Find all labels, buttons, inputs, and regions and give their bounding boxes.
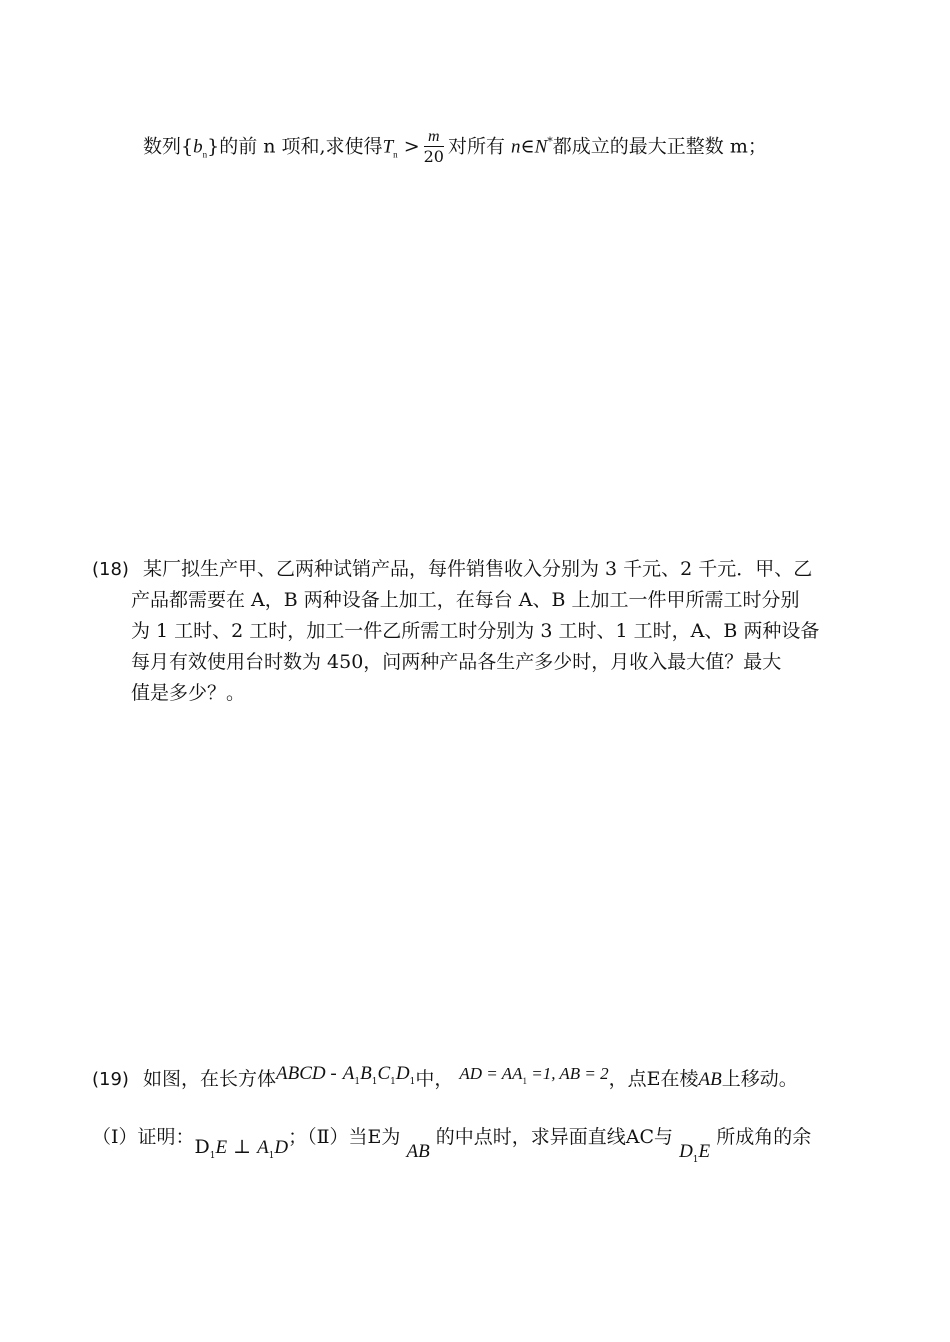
p19-text-h: 所成角的余 xyxy=(716,1126,812,1148)
problem-19-line-2 xyxy=(92,1122,812,1165)
solid-abcd: ABCD - xyxy=(276,1063,337,1084)
segment-d1e xyxy=(679,1140,711,1165)
p18-line3: 为 1 工时、2 工时，加工一件乙所需工时分别为 3 工时、1 工时，A、B 两种设备 xyxy=(131,620,820,642)
a1d-letter-a: A xyxy=(257,1137,269,1158)
problem-18-number: (18) xyxy=(92,559,129,580)
d1e-perp-a1d xyxy=(194,1136,289,1161)
fraction xyxy=(424,128,444,167)
p17-text-a: 数列 xyxy=(143,135,182,158)
solid-a1b1c1d1 xyxy=(342,1062,416,1087)
p17-text-d: 都成立的最大正整数 m； xyxy=(552,135,767,158)
sub-1: 1 xyxy=(390,1077,396,1087)
sub-1: 1 xyxy=(409,1077,416,1087)
in-symbol: ∈ xyxy=(520,135,535,158)
p19-mid: 中， xyxy=(415,1068,454,1090)
part-1-label: （Ⅰ）证明： xyxy=(92,1126,195,1148)
p17-text-b: 的前 n 项和,求使得 xyxy=(219,135,383,158)
solid-letter-a: A xyxy=(342,1063,355,1084)
d1e2-letter-e: E xyxy=(698,1141,711,1162)
star: * xyxy=(547,135,553,149)
eq-part-b: =1, AB = 2 xyxy=(531,1064,609,1083)
p17-text-c: 对所有 xyxy=(447,135,505,158)
perp-symbol: ⊥ xyxy=(233,1136,252,1158)
problem-17-tail xyxy=(143,128,767,167)
p18-line4: 每月有效使用台时数为 450，问两种产品各生产多少时，月收入最大值？最大 xyxy=(131,651,782,673)
problem-19-line-1 xyxy=(92,1064,798,1093)
sub-1: 1 xyxy=(354,1077,361,1087)
sub-1: 1 xyxy=(522,1076,527,1086)
sub-1: 1 xyxy=(692,1155,699,1165)
part-2-label: ；（Ⅱ）当E为 xyxy=(288,1126,401,1148)
solid-letter-b: B xyxy=(360,1063,372,1084)
seq-open: { xyxy=(181,135,194,158)
edge-ab: AB xyxy=(698,1069,722,1090)
p18-line2: 产品都需要在 A，B 两种设备上加工，在每台 A、B 上加工一件甲所需工时分别 xyxy=(131,589,800,611)
sub-1: 1 xyxy=(371,1077,378,1087)
t-sub: n xyxy=(393,149,398,160)
problem-19-number: (19) xyxy=(92,1069,129,1090)
p19-equation xyxy=(459,1064,609,1086)
p19-text-g: 的中点时，求异面直线AC与 xyxy=(435,1126,674,1148)
solid-letter-d: D xyxy=(395,1063,410,1084)
d1e-letter-d: D xyxy=(194,1136,210,1158)
d1e2-letter-d: D xyxy=(679,1141,693,1162)
frac-num: m xyxy=(424,128,444,147)
p18-line5: 值是多少？。 xyxy=(131,682,246,704)
N-var: N xyxy=(534,136,548,158)
a1d-letter-d: D xyxy=(274,1137,289,1158)
sub-1: 1 xyxy=(209,1151,216,1161)
sub-1: 1 xyxy=(268,1151,275,1161)
d1e-letter-e: E xyxy=(215,1137,228,1158)
eq-part-a: AD = AA xyxy=(459,1064,523,1083)
seq-var: b xyxy=(193,136,203,158)
segment-ab: AB xyxy=(406,1141,430,1162)
p19-intro: 如图，在长方体 xyxy=(143,1068,277,1090)
p18-line1: 某厂拟生产甲、乙两种试销产品，每件销售收入分别为 3 千元、2 千元．甲、乙 xyxy=(143,558,813,580)
seq-close: } xyxy=(207,135,220,158)
frac-den: 20 xyxy=(423,147,444,166)
seq-sub: n xyxy=(202,149,208,160)
t-var: T xyxy=(382,136,394,158)
solid-letter-c: C xyxy=(377,1063,391,1084)
n-var: n xyxy=(511,136,521,158)
p19-text-e: ，点E在棱 xyxy=(608,1068,699,1090)
problem-18-line-1 xyxy=(92,554,812,581)
p19-text-f: 上移动。 xyxy=(721,1068,798,1090)
gt-symbol: > xyxy=(403,135,420,158)
